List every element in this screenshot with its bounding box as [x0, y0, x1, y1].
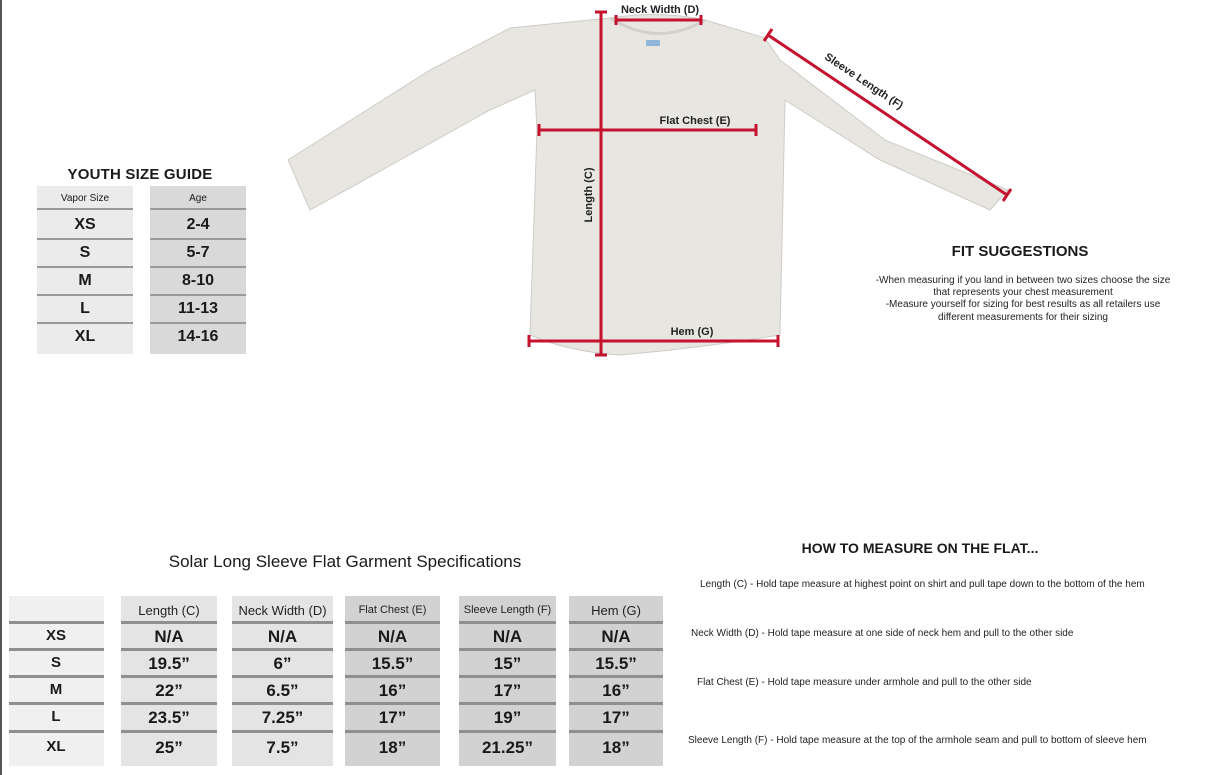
youth-header-divider [37, 208, 133, 210]
sleeve-length-label: Sleeve Length (F) [822, 51, 906, 112]
spec-value-cell: N/A [601, 627, 631, 646]
page-left-border [0, 0, 2, 775]
hem-label: Hem (G) [670, 326, 714, 338]
spec-value-cell: 15” [493, 654, 522, 673]
youth-size-cell: S [79, 244, 91, 261]
spec-size-label: S [50, 653, 61, 671]
spec-value-cell: N/A [492, 627, 523, 646]
spec-value-cell: 22” [155, 681, 183, 700]
spec-value-cell: N/A [154, 627, 184, 646]
spec-size-label: L [51, 707, 61, 725]
spec-value-cell: N/A [267, 627, 298, 646]
spec-value-cell: 25” [155, 738, 183, 757]
flat-chest-label: Flat Chest (E) [659, 115, 731, 127]
spec-size-label: XL [46, 737, 66, 755]
how-to-sleeve-length: Sleeve Length (F) - Hold tape measure at the top of the armhole seam and pull to bottom of sleeve hem [688, 735, 1147, 746]
spec-value-cell: 7.5” [266, 738, 299, 757]
spec-size-label: M [49, 680, 63, 698]
fit-suggestions-title: FIT SUGGESTIONS [951, 243, 1089, 260]
shirt-tag [646, 40, 660, 46]
youth-header-divider [150, 208, 246, 210]
youth-size-cell: L [80, 300, 90, 317]
fit-suggestion-line: -When measuring if you land in between two sizes choose the size [875, 275, 1171, 286]
how-to-neck-width: Neck Width (D) - Hold tape measure at one side of neck hem and pull to the other side [691, 628, 1074, 639]
youth-age-cell: 11-13 [177, 300, 219, 317]
spec-value-cell: 18” [602, 738, 630, 757]
sleeve-length-marker [768, 35, 1007, 195]
neck-width-label: Neck Width (D) [620, 4, 700, 16]
spec-value-cell: N/A [377, 627, 408, 646]
youth-age-cell: 8-10 [181, 272, 215, 289]
spec-value-cell: 17” [378, 708, 407, 727]
length-label: Length (C) [583, 167, 595, 223]
youth-age-cell: 5-7 [186, 244, 210, 261]
youth-header-age: Age [189, 192, 207, 204]
spec-value-cell: 21.25” [481, 738, 534, 757]
shirt-measurement-diagram [280, 0, 1020, 450]
spec-value-cell: 15.5” [371, 654, 414, 673]
spec-column-header: Sleeve Length (F) [463, 604, 552, 616]
youth-size-cell: M [78, 272, 92, 289]
youth-size-cell: XS [74, 216, 96, 233]
spec-column-header: Flat Chest (E) [358, 604, 427, 616]
youth-age-cell: 2-4 [186, 216, 210, 233]
spec-value-cell: 23.5” [148, 708, 190, 727]
spec-value-cell: 17” [493, 681, 522, 700]
spec-column-header: Neck Width (D) [238, 602, 327, 618]
spec-value-cell: 16” [602, 681, 630, 700]
youth-size-guide-title: YOUTH SIZE GUIDE [67, 166, 213, 183]
youth-header-size: Vapor Size [60, 192, 110, 204]
spec-value-cell: 16” [378, 681, 407, 700]
spec-column-header: Hem (G) [591, 602, 641, 618]
spec-table-title: Solar Long Sleeve Flat Garment Specifications [168, 552, 522, 571]
spec-value-cell: 19” [493, 708, 522, 727]
fit-suggestion-line: -Measure yourself for sizing for best results as all retailers use [885, 299, 1161, 310]
fit-suggestion-line: different measurements for their sizing [938, 312, 1108, 323]
spec-value-cell: 15.5” [595, 654, 637, 673]
spec-size-label: XS [45, 626, 66, 644]
spec-value-cell: 17” [602, 708, 630, 727]
youth-age-cell: 14-16 [177, 328, 219, 345]
youth-size-cell: XL [74, 328, 96, 345]
how-to-length: Length (C) - Hold tape measure at highest point on shirt and pull tape down to the bottom of the hem [700, 579, 1145, 590]
spec-value-cell: 6” [273, 654, 292, 673]
how-to-flat-chest: Flat Chest (E) - Hold tape measure under armhole and pull to the other side [697, 677, 1032, 688]
how-to-measure-title: HOW TO MEASURE ON THE FLAT... [801, 540, 1039, 556]
spec-value-cell: 7.25” [261, 708, 304, 727]
fit-suggestion-line: that represents your chest measurement [933, 287, 1113, 298]
spec-value-cell: 19.5” [148, 654, 190, 673]
spec-value-cell: 6.5” [266, 681, 299, 700]
spec-value-cell: 18” [378, 738, 407, 757]
spec-column-header: Length (C) [138, 602, 200, 618]
